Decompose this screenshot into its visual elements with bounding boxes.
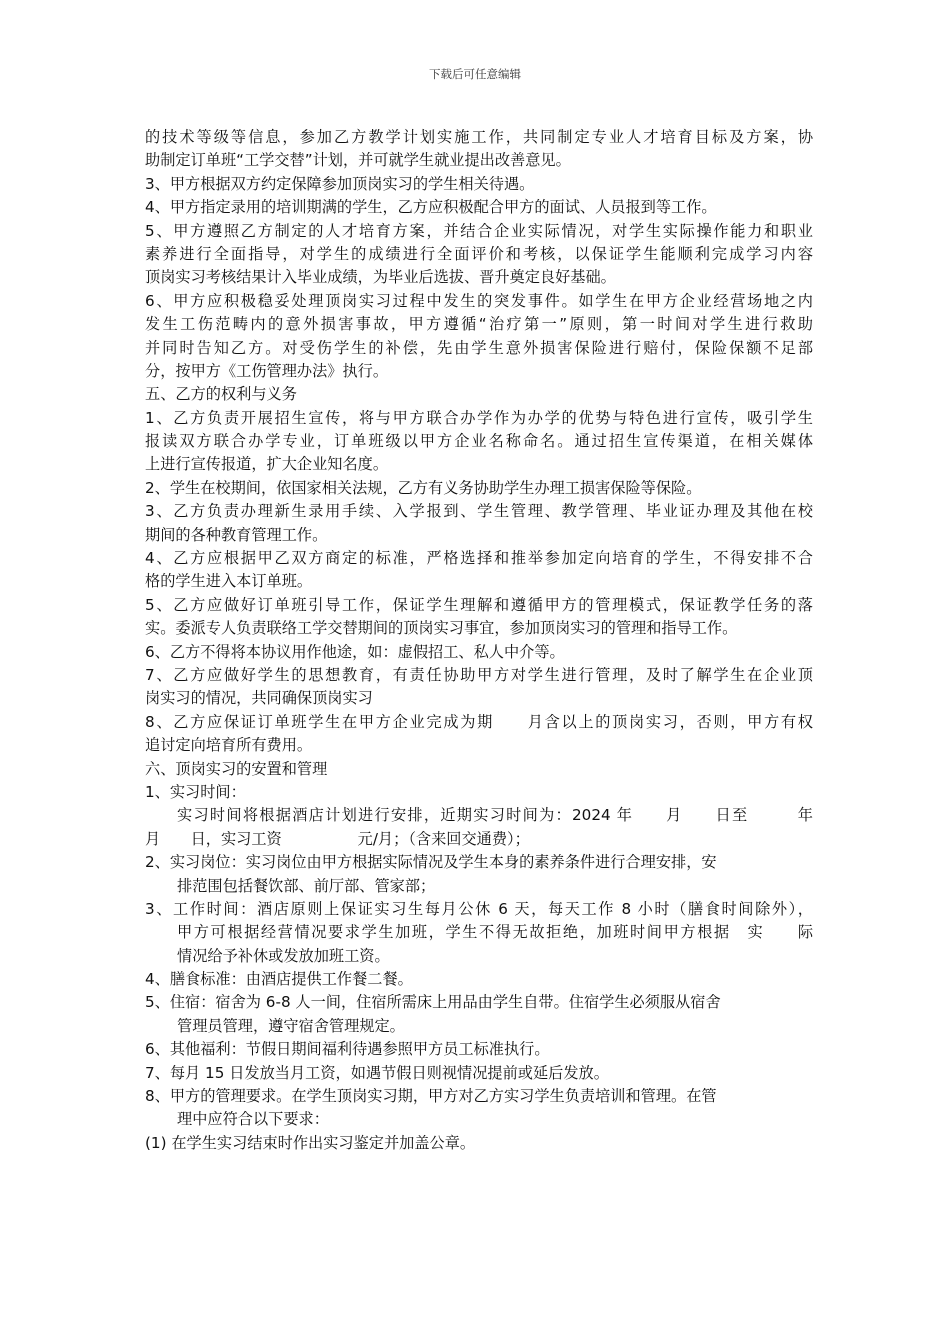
text-line: 分，按甲方《工伤管理办法》执行。 [145,361,388,380]
text-line: 追讨定向培育所有费用。 [145,736,313,755]
text-line: 上进行宣传报道，扩大企业知名度。 [145,455,388,474]
text-line: 理中应符合以下要求： [177,1110,329,1129]
section-heading: 五、乙方的权利与义务 [145,385,297,404]
text-line: 排范围包括餐饮部、前厅部、管家部； [177,876,436,895]
text-line: 并同时告知乙方。对受伤学生的补偿，先由学生意外损害保险进行赔付，保险保额不足部 [145,338,813,357]
text-line: 4、乙方应根据甲乙双方商定的标准，严格选择和推举参加定向培育的学生，不得安排不合 [145,549,813,568]
text-line: 7、乙方应做好学生的思想教育，有责任协助甲方对学生进行管理，及时了解学生在企业顶 [145,665,813,684]
text-line: 发生工伤范畴内的意外损害事故，甲方遵循“治疗第一”原则，第一时间对学生进行救助 [145,315,813,334]
text-line: 期间的各种教育管理工作。 [145,525,328,544]
text-line: 1、乙方负责开展招生宣传，将与甲方联合办学作为办学的优势与特色进行宣传，吸引学生 [145,408,813,427]
text-line: 月 日，实习工资 元/月；（含来回交通费）； [145,829,530,848]
text-line: 7、每月 15 日发放当月工资，如遇节假日则视情况提前或延后发放。 [145,1063,609,1082]
text-line: 2、实习岗位：实习岗位由甲方根据实际情况及学生本身的素养条件进行合理安排，安 [145,853,717,872]
text-line: 6、甲方应积极稳妥处理顶岗实习过程中发生的突发事件。如学生在甲方企业经营场地之内 [145,291,813,310]
text-line: 的技术等级等信息，参加乙方教学计划实施工作，共同制定专业人才培育目标及方案，协 [145,128,813,146]
text-line: 6、其他福利：节假日期间福利待遇参照甲方员工标准执行。 [145,1040,550,1059]
text-line: 5、甲方遵照乙方制定的人才培育方案，并结合企业实际情况，对学生实际操作能力和职业 [145,221,813,240]
text-line: 岗实习的情况，共同确保顶岗实习 [145,689,373,708]
text-line: 素养进行全面指导，对学生的成绩进行全面评价和考核，以保证学生能顺利完成学习内容 [145,244,813,263]
text-line: 3、乙方负责办理新生录用手续、入学报到、学生管理、教学管理、毕业证办理及其他在校 [145,502,813,521]
page-header: 下载后可任意编辑 [429,67,521,81]
text-line: 5、住宿：宿舍为 6-8 人一间，住宿所需床上用品由学生自带。住宿学生必须服从宿舍 [145,993,721,1012]
document-body [145,126,813,1155]
text-line: 4、膳食标准：由酒店提供工作餐二餐。 [145,970,413,989]
text-line: 5、乙方应做好订单班引导工作，保证学生理解和遵循甲方的管理模式，保证教学任务的落 [145,595,813,614]
text-line: 8、甲方的管理要求。在学生顶岗实习期，甲方对乙方实习学生负责培训和管理。在管 [145,1087,717,1106]
text-line: 实。委派专人负责联络工学交替期间的顶岗实习事宜，参加顶岗实习的管理和指导工作。 [145,619,738,638]
text-line: 管理员管理，遵守宿舍管理规定。 [177,1016,405,1035]
text-line: 格的学生进入本订单班。 [145,572,313,591]
text-line: 3、工作时间：酒店原则上保证实习生每月公休 6 天，每天工作 8 小时（膳食时间除外）， [145,899,813,918]
text-line: 6、乙方不得将本协议用作他途，如：虚假招工、私人中介等。 [145,642,565,661]
text-line: 3、甲方根据双方约定保障参加顶岗实习的学生相关待遇。 [145,174,535,193]
text-line: 2、学生在校期间，依国家相关法规，乙方有义务协助学生办理工损害保险等保险。 [145,478,702,497]
text-line: 情况给予补休或发放加班工资。 [177,946,390,965]
text-line: 助制定订单班“工学交替”计划，并可就学生就业提出改善意见。 [145,151,571,170]
section-heading: 六、顶岗实习的安置和管理 [145,759,328,778]
text-line: 4、甲方指定录用的培训期满的学生，乙方应积极配合甲方的面试、人员报到等工作。 [145,198,717,217]
text-line: (1) 在学生实习结束时作出实习鉴定并加盖公章。 [145,1133,476,1152]
text-line: 报读双方联合办学专业，订单班级以甲方企业名称命名。通过招生宣传渠道，在相关媒体 [145,432,813,451]
text-line: 实习时间将根据酒店计划进行安排，近期实习时间为：2024 年 月 日至 年 [177,806,813,825]
text-line: 顶岗实习考核结果计入毕业成绩，为毕业后选拔、晋升奠定良好基础。 [145,268,616,287]
text-line: 8、乙方应保证订单班学生在甲方企业完成为期 月含以上的顶岗实习，否则，甲方有权 [145,712,813,731]
text-line: 1、实习时间： [145,782,246,801]
text-line: 甲方可根据经营情况要求学生加班，学生不得无故拒绝，加班时间甲方根据 实 际 [177,923,813,942]
